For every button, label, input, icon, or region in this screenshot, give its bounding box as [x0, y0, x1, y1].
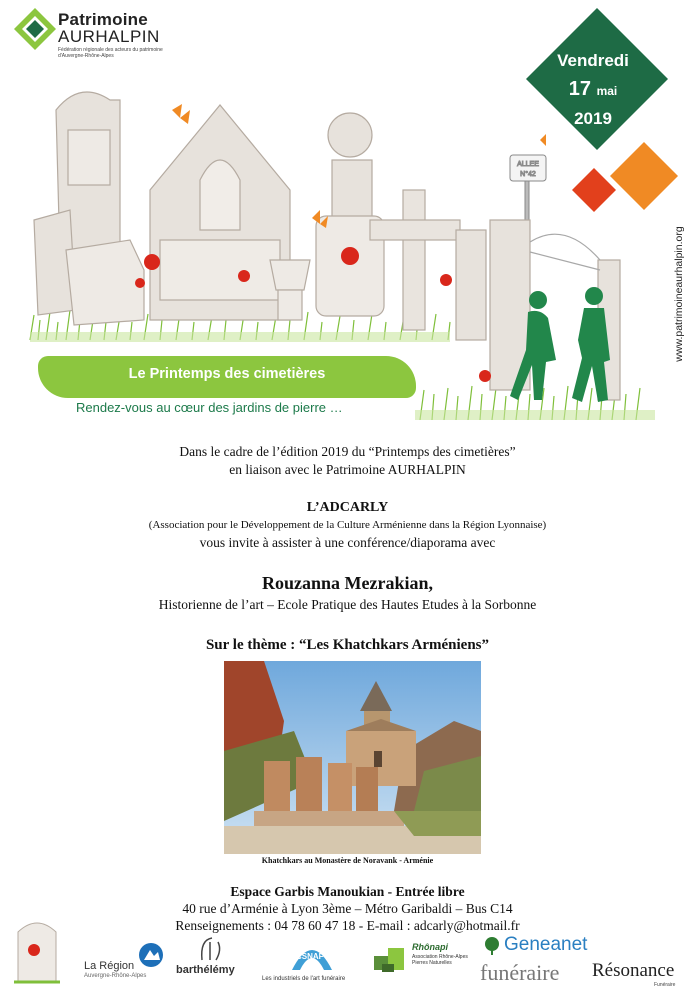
monastery-photo: [224, 661, 481, 854]
banner-title: Le Printemps des cimetières: [128, 366, 326, 382]
rhonapi-name: Rhônapi: [412, 942, 448, 952]
poppy-icon: [341, 247, 359, 265]
butterfly-icon: [172, 104, 190, 124]
resonance-subname: Funéraire: [654, 982, 676, 988]
noravank-monastery-image: [224, 661, 481, 854]
barthelemy-name: barthélémy: [176, 964, 235, 976]
partners-right: [478, 934, 688, 988]
poppy-icon: [238, 270, 250, 282]
barthelemy-mark-icon: [196, 936, 226, 962]
region-name: La Région: [84, 960, 135, 972]
banner-subtitle: Rendez-vous au cœur des jardins de pierre …: [76, 400, 343, 415]
date-day: Vendredi: [557, 51, 629, 70]
website-vertical: [660, 210, 685, 380]
photo-caption: Khatchkars au Monastère de Noravank - Arménie: [261, 856, 434, 865]
logo-diamond-icon: [12, 6, 58, 62]
venue-contact[interactable]: Renseignements : 04 78 60 47 18 - E-mail : adcarly@hotmail.fr: [175, 918, 520, 933]
funeraire-logo: funéraire: [480, 960, 560, 985]
date-year: 2019: [574, 109, 612, 128]
date-month: mai: [596, 84, 618, 98]
poppy-icon: [144, 254, 160, 270]
intro-line-2: en liaison avec le Patrimoine AURHALPIN: [229, 462, 466, 477]
rhonapi-tagline: Association Rhône-Alpes Pierres Naturelles: [412, 954, 468, 966]
intro-line-1: Dans le cadre de l’édition 2019 du “Printemps des cimetières”: [179, 444, 516, 459]
date-text: [520, 50, 666, 130]
website-url[interactable]: www.patrimoineaurhalpin.org: [673, 226, 685, 362]
logo-subtitle: AURHALPIN: [58, 27, 160, 46]
venue-name: Espace Garbis Manoukian - Entrée libre: [230, 884, 465, 899]
csnaf-name: CSNAF: [296, 952, 324, 961]
rhonapi-stones-icon: [372, 944, 408, 974]
date-line: [520, 72, 666, 108]
sign-line2: N°42: [520, 171, 536, 178]
poppy-icon: [135, 278, 145, 288]
geneanet-name: Geneanet: [504, 934, 588, 955]
organizer-name: L’ADCARLY: [306, 500, 389, 515]
tombstone-logo-icon: [10, 912, 65, 987]
poppy-icon: [440, 274, 452, 286]
red-diamond-shape: [572, 168, 616, 212]
geneanet-logo: [504, 934, 587, 956]
poppy-icon: [479, 370, 491, 382]
barthelemy-logo: [176, 936, 246, 986]
alley-sign: [510, 155, 546, 221]
logo-title: Patrimoine: [58, 10, 148, 29]
region-mark-icon: [138, 942, 164, 968]
logo-tagline: Fédération régionale des acteurs du patrimoine d'Auvergne-Rhône-Alpes: [58, 47, 163, 59]
printemps-logo: [10, 912, 65, 987]
csnaf-logo: [262, 936, 362, 986]
date-number: 17: [568, 78, 591, 100]
organizer-invite: vous invite à assister à une conférence/diaporama avec: [199, 535, 496, 550]
organizer-full-name: (Association pour le Développement de la Culture Arménienne dans la Région Lyonnaise): [148, 519, 547, 531]
region-subname: Auvergne-Rhône-Alpes: [84, 973, 147, 979]
event-date-badge: [532, 10, 662, 140]
speaker-title: Historienne de l’art – Ecole Pratique des Hautes Etudes à la Sorbonne: [158, 597, 537, 612]
patrimoine-logo: [10, 4, 190, 64]
venue-address: 40 rue d’Arménie à Lyon 3ème – Métro Garibaldi – Bus C14: [182, 901, 513, 916]
region-logo: [84, 948, 164, 982]
gothic-tomb: [150, 105, 290, 320]
resonance-logo: Résonance: [592, 960, 675, 981]
sign-line1: ALLEE: [517, 161, 539, 168]
conference-theme: Sur le thème : “Les Khatchkars Arméniens”: [205, 637, 490, 653]
speaker-name: Rouzanna Mezrakian,: [262, 573, 433, 593]
angel-stele: [316, 113, 384, 316]
orange-diamond-shape: [610, 142, 678, 210]
csnaf-tagline: Les industriels de l'art funéraire: [262, 976, 346, 982]
event-banner: [38, 356, 416, 398]
decor-diamonds: [570, 140, 690, 220]
geneanet-tree-icon: [482, 936, 502, 956]
rhonapi-logo: [372, 940, 472, 980]
